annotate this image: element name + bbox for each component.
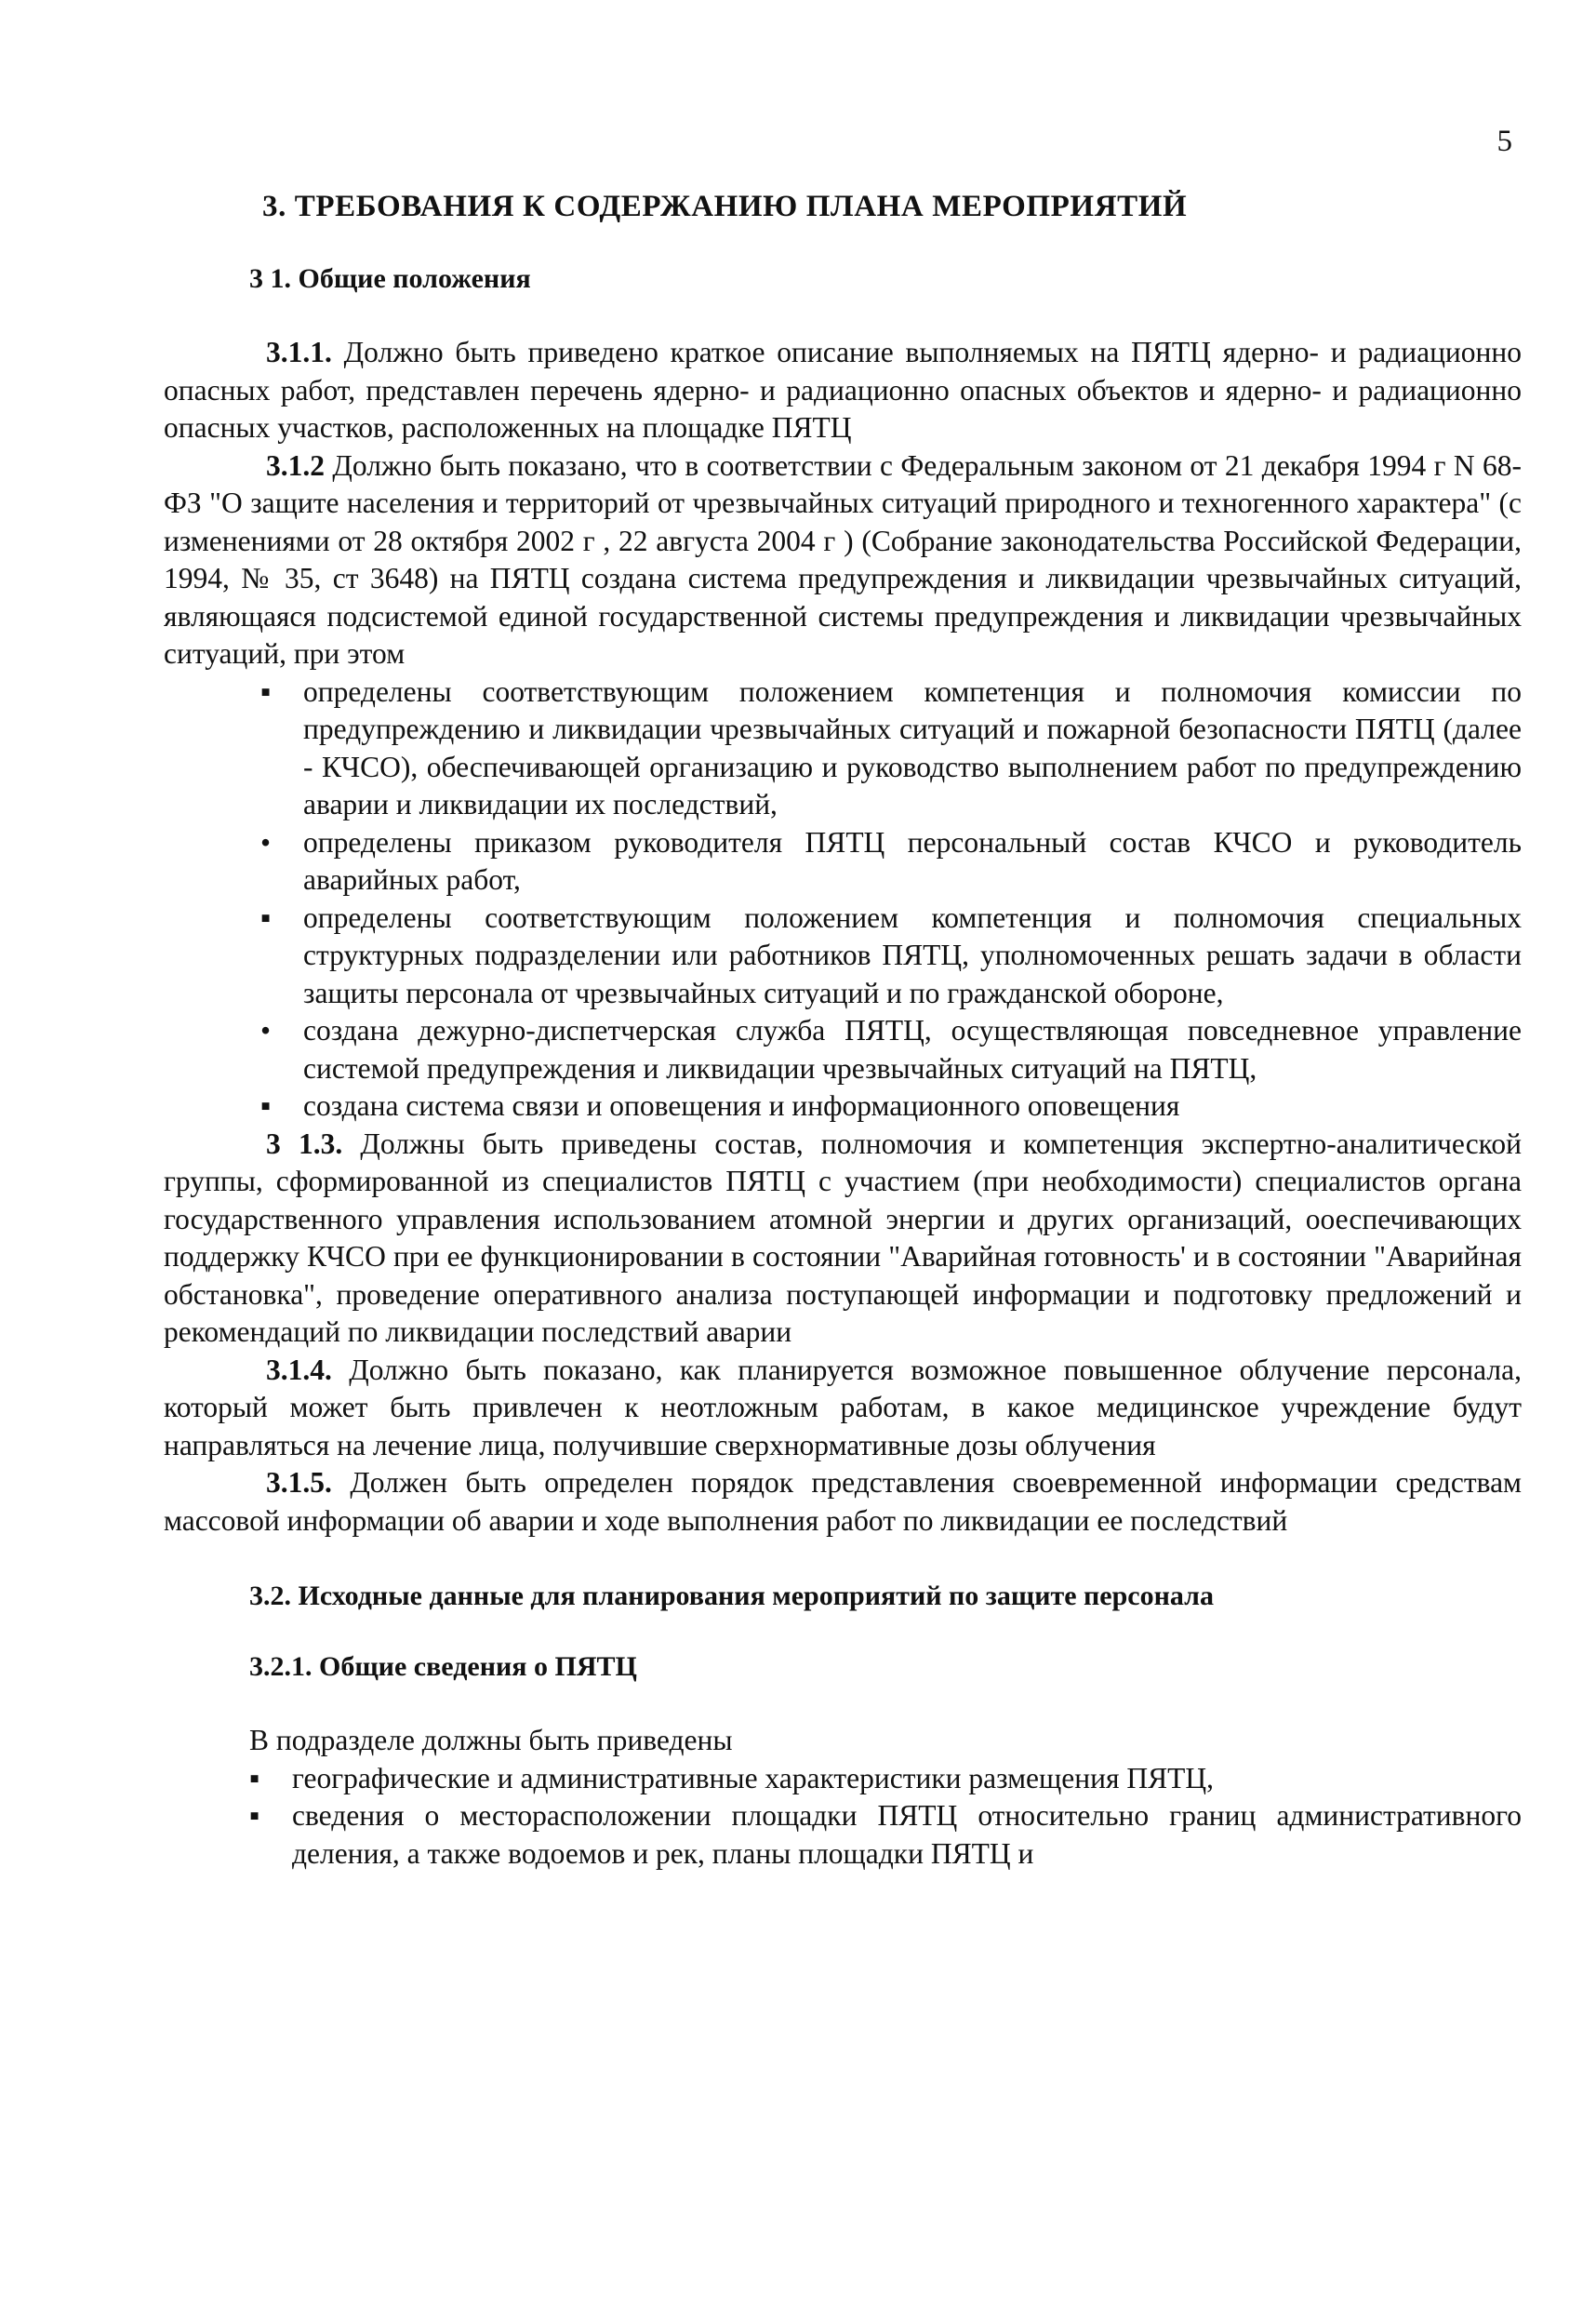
bullet-icon: ▪	[249, 1799, 260, 1832]
chapter-title: 3. ТРЕБОВАНИЯ К СОДЕРЖАНИЮ ПЛАНА МЕРОПРИЯТИЙ	[262, 190, 1188, 223]
paragraph-3-1-3	[164, 1126, 1522, 1352]
list-item-text: создана дежурно-диспетчерская служба ПЯТЦ, осуществляющая повседневное управление системой предупреждения и ликвидации чрезвычайных ситуаций на ПЯТЦ,	[303, 1014, 1522, 1085]
paragraph-number: 3.1.2	[266, 448, 325, 482]
section-3-1-title: 3 1. Общие положения	[249, 263, 531, 294]
bullet-icon: •	[260, 825, 272, 859]
list-item-text: сведения о месторасположении площадки ПЯТЦ относительно границ административного деления, а также водоемов и рек, планы площадки ПЯТЦ и	[292, 1799, 1522, 1870]
list-item-text: определены соответствующим положением компетенция и полномочия специальных структурных подразделении или работников ПЯТЦ, уполномоченных решать задачи в области защиты персонала от чрезвычайных ситуаций и по гражданской обороне,	[303, 900, 1522, 1009]
bullet-icon: ▪	[260, 674, 272, 708]
paragraph-number: 3.1.4.	[266, 1353, 332, 1386]
paragraph-text: Должно быть приведено краткое описание выполняемых на ПЯТЦ ядерно- и радиационно опасных работ, представлен перечень ядерно- и радиационно опасных объектов и ядерно- и радиационно опасных участков, расположенных на площадке ПЯТЦ	[164, 336, 1522, 444]
list-item	[249, 1797, 1522, 1873]
list-item	[260, 824, 1522, 900]
list-item	[260, 1012, 1522, 1087]
list-item-text: определены соответствующим положением компетенция и полномочия комиссии по предупреждению и ликвидации чрезвычайных ситуаций и пожарной безопасности ПЯТЦ (далее - КЧСО), обеспечивающей организацию и руководство выполнением работ по предупреждению аварии и ликвидации их последствий,	[303, 674, 1522, 820]
list-item-text: определены приказом руководителя ПЯТЦ персональный состав КЧСО и руководитель аварийных работ,	[303, 825, 1522, 896]
section-3-2-title: 3.2. Исходные данные для планирования мероприятий по защите персонала	[249, 1581, 1215, 1611]
bullet-icon: ▪	[260, 900, 272, 934]
paragraph-3-1-5	[164, 1464, 1522, 1540]
list-item	[260, 900, 1522, 1013]
paragraph-3-1-4	[164, 1352, 1522, 1465]
paragraph-text: Должны быть приведены состав, полномочия и компетенция экспертно-аналитической группы, сформированной из специалистов ПЯТЦ с участием (при необходимости) специалистов органа государственного управления использованием атомной энергии и других организаций, ооеспечивающих поддержку КЧСО при ее функционировании в состоянии "Аварийная готовность' и в состоянии "Аварийная обстановка", проведение оперативного анализа поступающей информации и подготовку предложений и рекомендаций по ликвидации последствий аварии	[164, 1127, 1522, 1348]
bullet-icon: •	[260, 1014, 272, 1047]
list-item	[260, 674, 1522, 824]
paragraph-number: 3.1.5.	[266, 1466, 332, 1499]
list-item-text: создана система связи и оповещения и информационного оповещения	[303, 1089, 1180, 1122]
paragraph-number: 3 1.3.	[266, 1127, 343, 1160]
paragraph-text: Должно быть показано, что в соответствии с Федеральным законом от 21 декабря 1994 г N 68-ФЗ "О защите населения и территорий от чрезвычайных ситуаций природного и техногенного характера" (с изменениями от 28 октября 2002 г , 22 августа 2004 г ) (Собрание законодательства Российской Федерации, 1994, № 35, ст 3648) на ПЯТЦ создана система предупреждения и ликвидации чрезвычайных ситуаций, являющаяся подсистемой единой государственной системы предупреждения и ликвидации чрезвычайных ситуаций, при этом	[164, 448, 1522, 670]
page-content	[164, 190, 1522, 1873]
paragraph-number: 3.1.1.	[266, 336, 332, 368]
page-number: 5	[1496, 125, 1512, 158]
intro-text: В подразделе должны быть приведены	[249, 1724, 733, 1756]
list-item	[260, 1087, 1522, 1126]
list-item-text: географические и административные характеристики размещения ПЯТЦ,	[292, 1761, 1214, 1794]
bullet-icon: ▪	[249, 1761, 260, 1794]
paragraph-text: Должно быть показано, как планируется возможное повышенное облучение персонала, который может быть привлечен к неотложным работам, в какое медицинское учреждение будут направляться на лечение лица, получившие сверхнормативные дозы облучения	[164, 1353, 1522, 1461]
section-3-2-1-title: 3.2.1. Общие сведения о ПЯТЦ	[249, 1651, 637, 1682]
paragraph-text: Должен быть определен порядок представления своевременной информации средствам массовой информации об аварии и ходе выполнения работ по ликвидации ее последствий	[164, 1466, 1522, 1537]
paragraph-3-1-2	[164, 447, 1522, 674]
list-item	[249, 1760, 1522, 1798]
paragraph-3-1-1	[164, 334, 1522, 447]
bullet-icon: ▪	[260, 1089, 272, 1122]
